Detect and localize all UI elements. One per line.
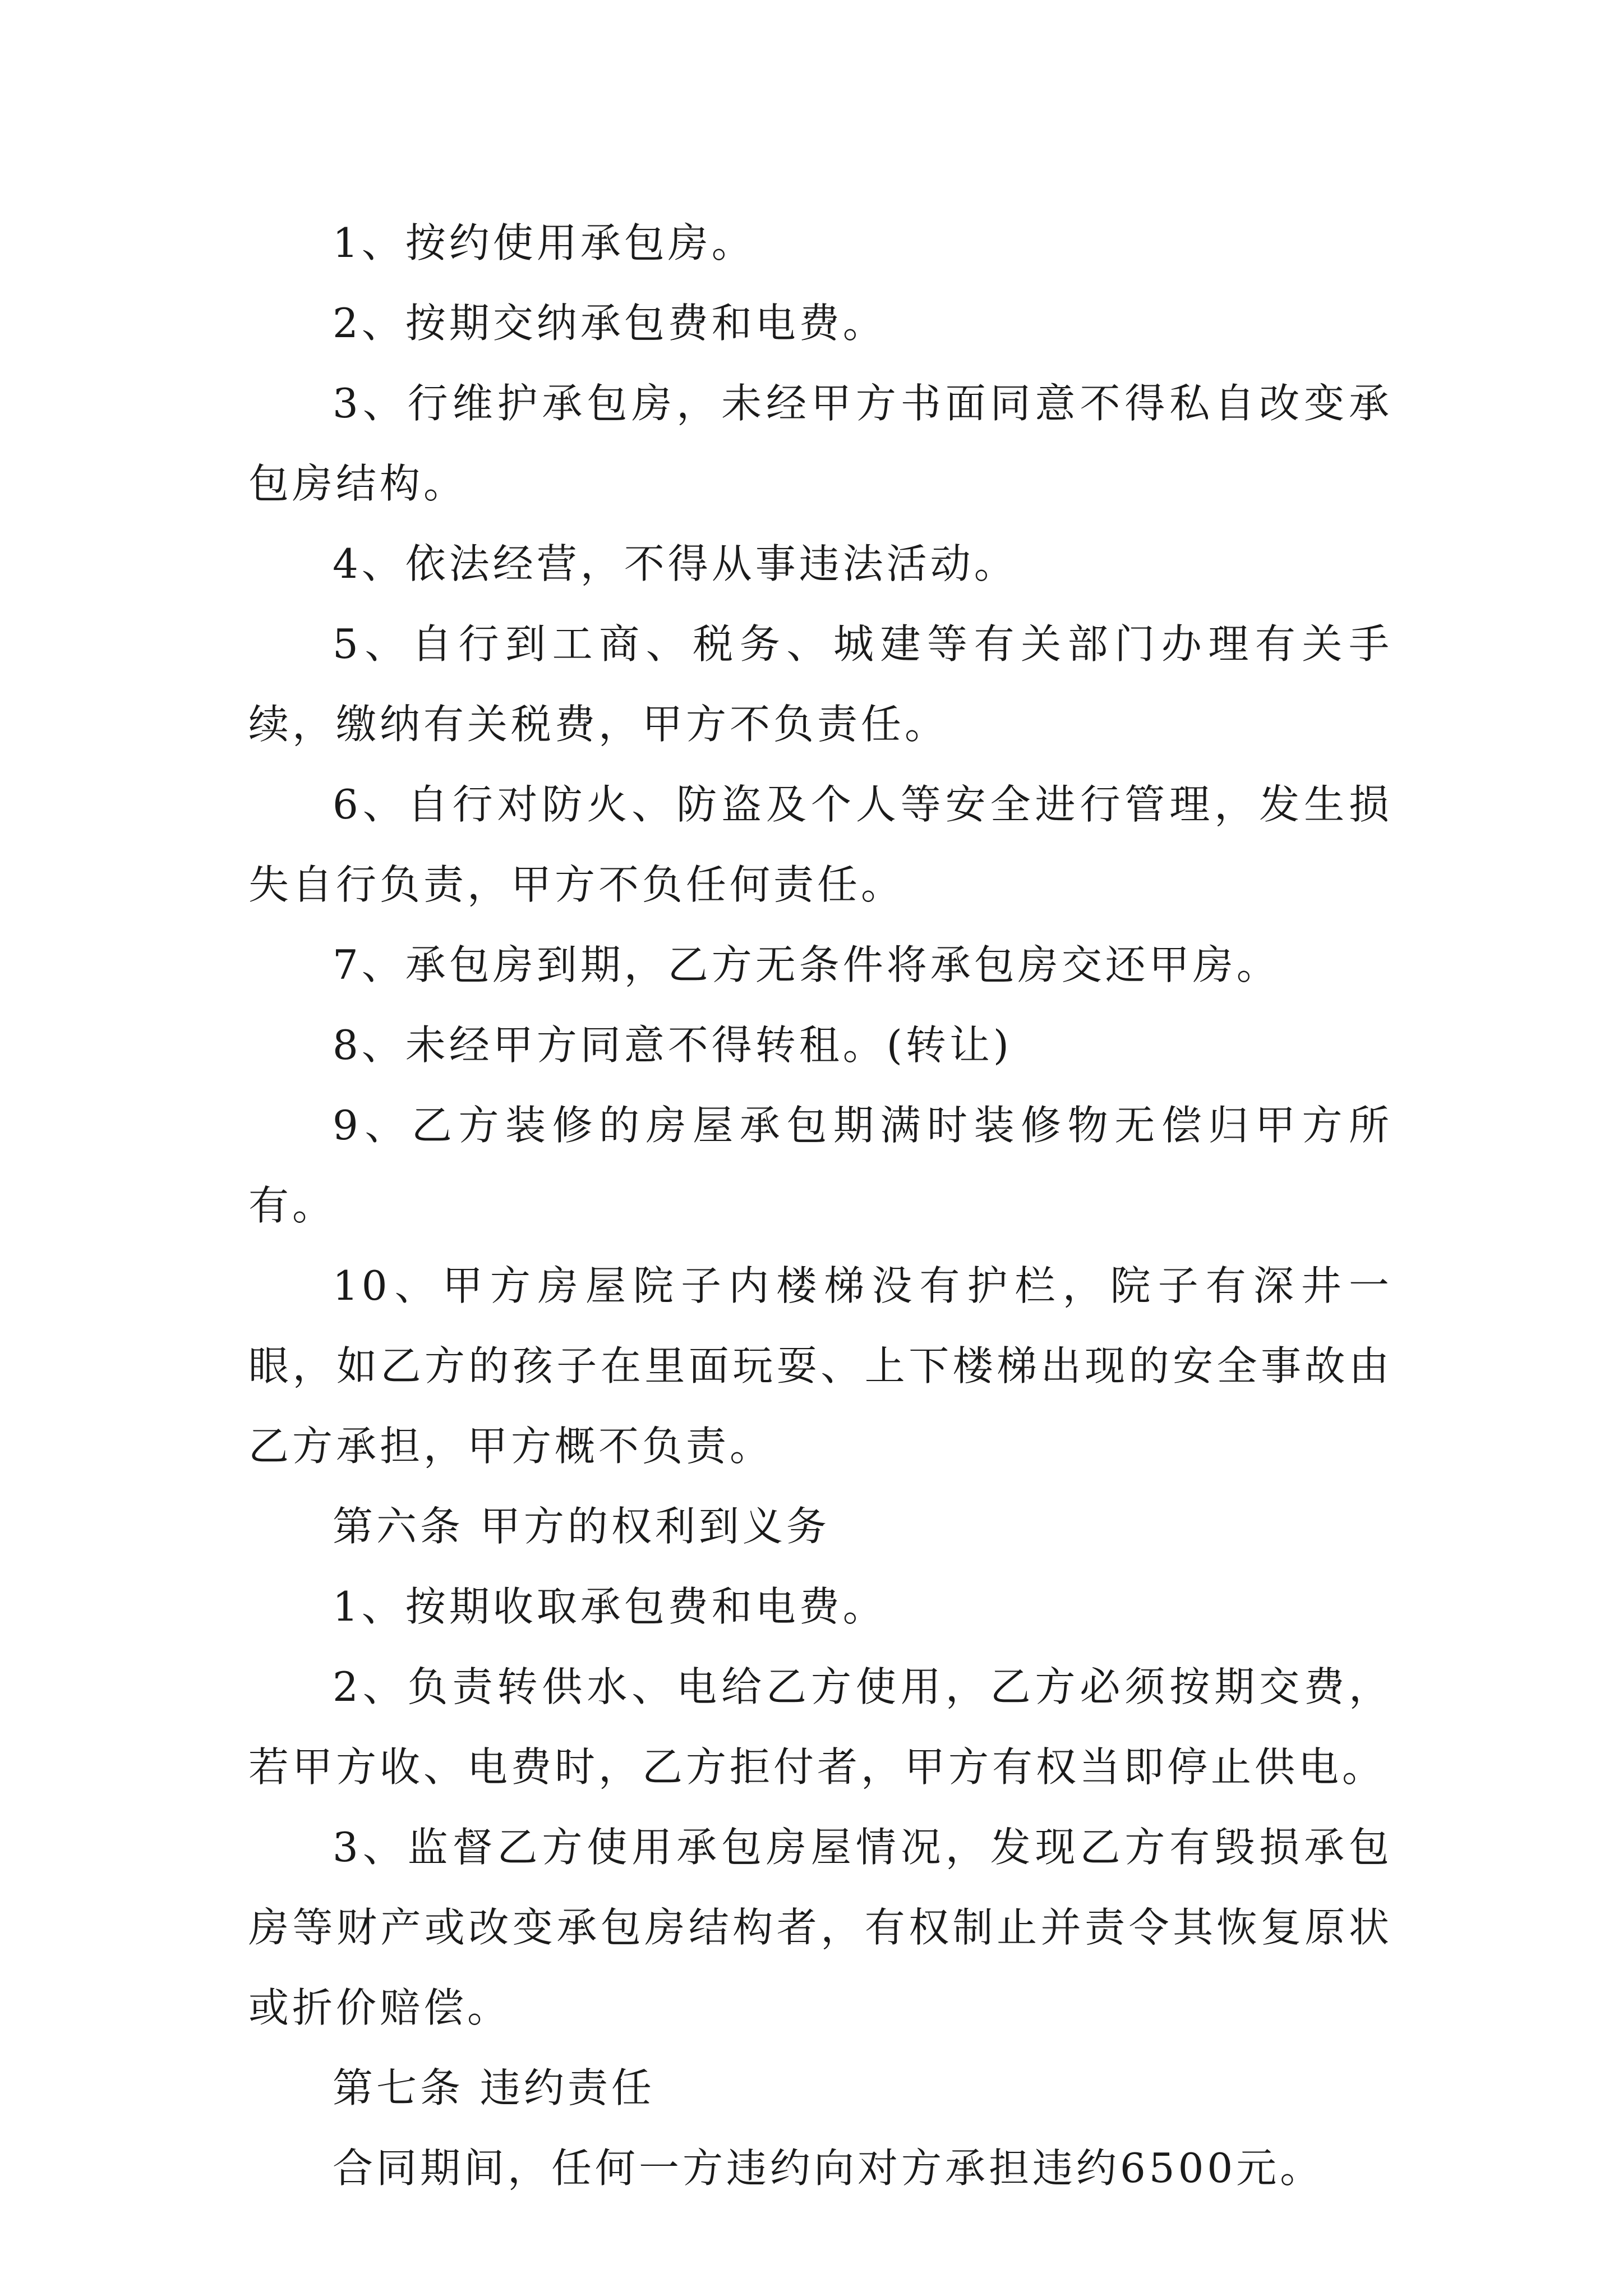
paragraph-breach-liability: 合同期间，任何一方违约向对方承担违约6500元。 xyxy=(333,2145,1324,2192)
paragraph-item-6: 6、自行对防火、防盗及个人等安全进行管理，发生损失自行负责，甲方不负任何责任。 xyxy=(248,781,1393,908)
paragraph-item-4: 4、依法经营，不得从事违法活动。 xyxy=(333,540,1018,587)
paragraph-item-5: 5、自行到工商、税务、城建等有关部门办理有关手续，缴纳有关税费，甲方不负责任。 xyxy=(248,620,1393,748)
paragraph-item-7: 7、承包房到期，乙方无条件将承包房交还甲房。 xyxy=(333,941,1280,988)
document-body xyxy=(248,203,1393,2208)
section-heading-article-6: 第六条 甲方的权利到义务 xyxy=(333,1503,830,1550)
paragraph-item-6-3: 3、监督乙方使用承包房屋情况，发现乙方有毁损承包房等财产或改变承包房结构者，有权制止并责令其恢复原状或折价赔偿。 xyxy=(248,1824,1393,2031)
paragraph-item-1: 1、按约使用承包房。 xyxy=(333,219,755,266)
paragraph-item-9: 9、乙方装修的房屋承包期满时装修物无偿归甲方所有。 xyxy=(248,1102,1393,1229)
paragraph-item-8: 8、未经甲方同意不得转租。(转让) xyxy=(333,1022,1012,1069)
paragraph-item-3: 3、行维护承包房，未经甲方书面同意不得私自改变承包房结构。 xyxy=(248,380,1393,507)
paragraph-item-10: 10、甲方房屋院子内楼梯没有护栏，院子有深井一眼，如乙方的孩子在里面玩耍、上下楼梯出现的安全事故由乙方承担，甲方概不负责。 xyxy=(248,1262,1393,1470)
paragraph-item-6-1: 1、按期收取承包费和电费。 xyxy=(333,1583,887,1630)
paragraph-item-2: 2、按期交纳承包费和电费。 xyxy=(333,300,887,347)
paragraph-item-6-2: 2、负责转供水、电给乙方使用，乙方必须按期交费，若甲方收、电费时，乙方拒付者，甲方有权当即停止供电。 xyxy=(248,1663,1393,1791)
section-heading-article-7: 第七条 违约责任 xyxy=(333,2064,655,2111)
